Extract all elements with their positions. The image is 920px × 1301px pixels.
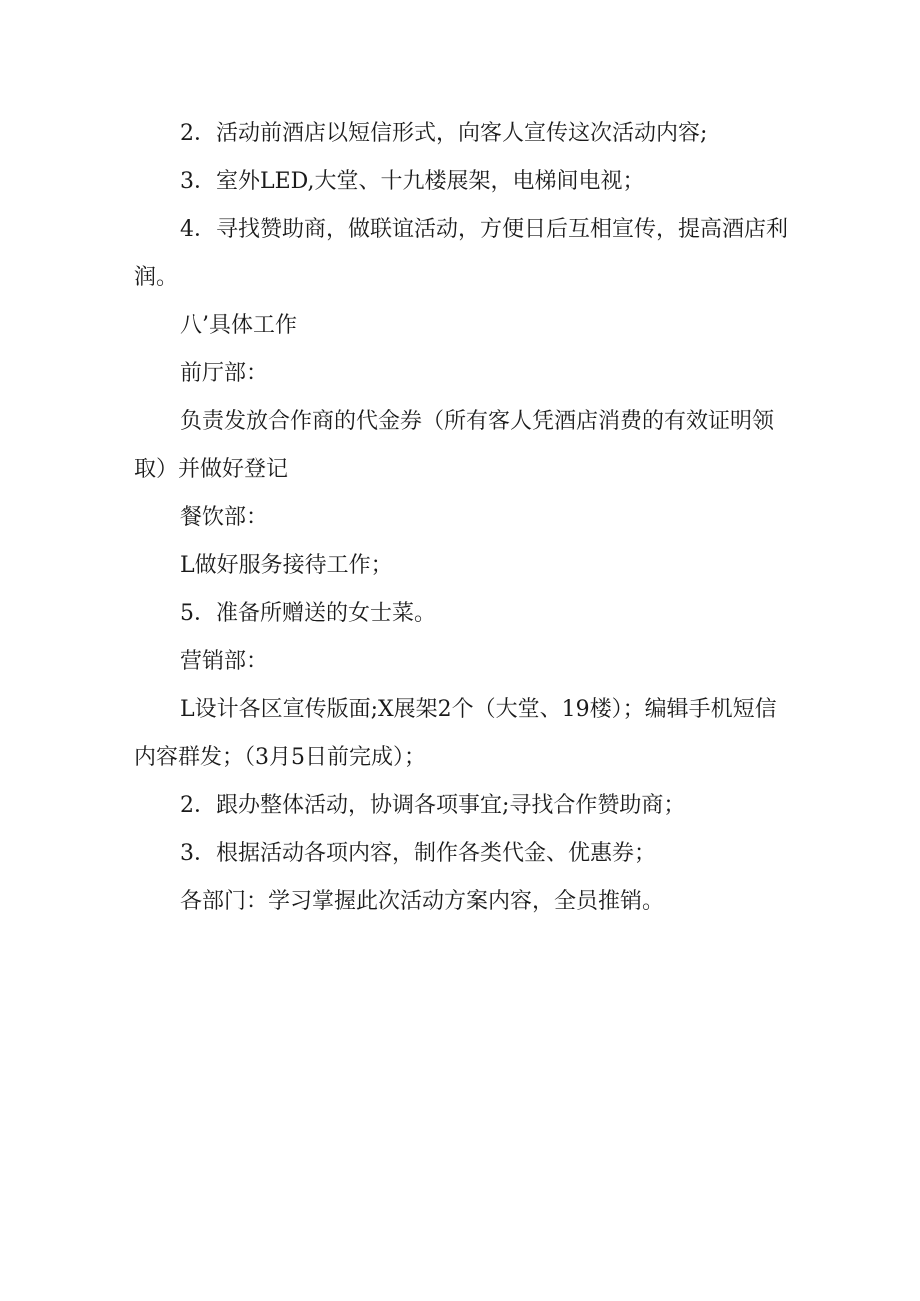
paragraph-promo-sms: 2．活动前酒店以短信形式，向客人宣传这次活动内容; [180, 121, 708, 146]
paragraph-coupons: 3．根据活动各项内容，制作各类代金、优惠券； [180, 841, 656, 866]
paragraph-ladies-dish: 5．准备所赠送的女士菜。 [180, 601, 436, 626]
paragraph-vouchers: 负责发放合作商的代金券（所有客人凭酒店消费的有效证明领取）并做好登记 [134, 409, 775, 482]
department-catering: 餐饮部： [180, 505, 269, 530]
paragraph-design-layout: L设计各区宣传版面;X展架2个（大堂、19楼）；编辑手机短信内容群发；（3月5日前完成）； [134, 697, 777, 770]
document-body [134, 110, 789, 926]
paragraph-sponsors: 4．寻找赞助商，做联谊活动，方便日后互相宣传，提高酒店利润。 [134, 217, 788, 290]
department-front-desk: 前厅部： [180, 361, 269, 386]
paragraph-coordination: 2．跟办整体活动，协调各项事宜;寻找合作赞助商； [180, 793, 686, 818]
section-heading-tasks: 八’具体工作 [180, 313, 297, 338]
department-marketing: 营销部： [180, 649, 269, 674]
paragraph-all-departments: 各部门：学习掌握此次活动方案内容，全员推销。 [180, 889, 665, 914]
paragraph-led-display: 3．室外LED,大堂、十九楼展架，电梯间电视； [180, 169, 645, 194]
paragraph-service: L做好服务接待工作； [180, 553, 393, 578]
